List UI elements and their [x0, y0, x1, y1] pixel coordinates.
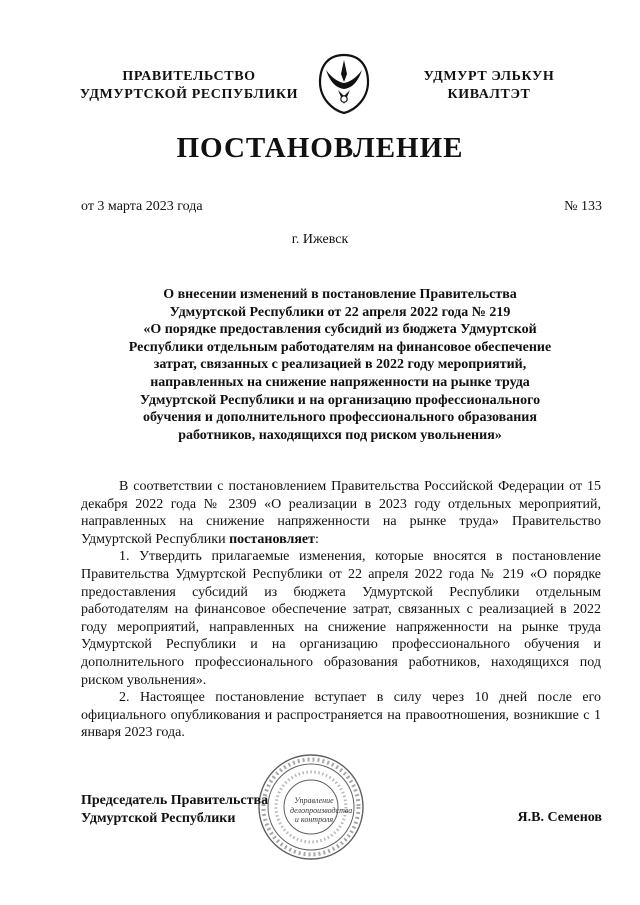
document-number: № 133: [564, 199, 602, 214]
subject-line: Удмуртской Республики от 22 апреля 2022 года № 219: [169, 304, 511, 320]
signatory-position: [81, 792, 268, 828]
udmurt-emblem-icon: [312, 52, 376, 116]
stamp-line: делопроизводства: [290, 805, 353, 815]
body-paragraph-item-2: 2. Настоящее постановление вступает в силу через 10 дней после его официального опубликования и распространяется на правоотношения, возникшие с 1 января 2023 года.: [81, 690, 601, 741]
signatory-name: Я.В. Семенов: [517, 810, 602, 825]
stamp-inner-text: [290, 796, 353, 825]
position-line2: Удмуртской Республики: [81, 811, 236, 826]
subject-line: направленных на снижение напряженности на рынке труда: [150, 374, 530, 390]
document-date: от 3 марта 2023 года: [81, 199, 203, 214]
subject-line: обучения и дополнительного профессионального образования: [143, 410, 537, 426]
preamble-colon: :: [315, 531, 319, 547]
position-line1: Председатель Правительства: [81, 793, 269, 808]
subject-line: О внесении изменений в постановление Правительства: [163, 287, 517, 302]
document-city: г. Ижевск: [291, 232, 349, 247]
document-title: ПОСТАНОВЛЕНИЕ: [176, 132, 464, 164]
header-left-line1: ПРАВИТЕЛЬСТВО: [122, 69, 256, 84]
header-right-line2: КИВАЛТЭТ: [447, 87, 531, 102]
body-paragraph-preamble: [81, 478, 601, 548]
header-right: [404, 68, 574, 104]
subject-line: затрат, связанных с реализацией в 2022 году мероприятий,: [153, 357, 527, 373]
header-left-line2: УДМУРТСКОЙ РЕСПУБЛИКИ: [79, 87, 299, 102]
document-subject: [80, 286, 600, 444]
subject-line: «О порядке предоставления субсидий из бюджета Удмуртской: [143, 322, 537, 338]
subject-line: работников, находящихся под риском увольнения»: [178, 427, 502, 443]
stamp-line: Управление: [294, 796, 334, 805]
document-body: [81, 478, 601, 742]
subject-line: Республики отдельным работодателям на финансовое обеспечение: [128, 339, 552, 355]
header-right-line1: УДМУРТ ЭЛЬКУН: [423, 69, 555, 84]
preamble-resolves: постановляет: [229, 531, 316, 547]
stamp-line: и контроля: [294, 815, 334, 824]
subject-line: Удмуртской Республики и на организацию профессионального: [139, 392, 541, 408]
preamble-text: В соответствии с постановлением Правительства Российской Федерации от 15 декабря 2022 года № 2309 «О реализации в 2023 году отдельных мероприятий, направленных на снижение напряженности на рынке труда» Правительство Удмуртской Республики: [81, 479, 601, 547]
body-paragraph-item-1: 1. Утвердить прилагаемые изменения, которые вносятся в постановление Правительства Удмуртской Республики от 22 апреля 2022 года № 219 «О порядке предоставления субсидий из бюджета Удмуртской Республики отдельным работодателям на финансовое обеспечение затрат, связанных с реализацией в 2022 году мероприятий, направленных на снижение напряженности на рынке труда Удмуртской Республики и на организацию профессионального обучения и дополнительного профессионального образования работников, находящихся под риском увольнения».: [81, 549, 601, 688]
header-left: [64, 68, 314, 104]
